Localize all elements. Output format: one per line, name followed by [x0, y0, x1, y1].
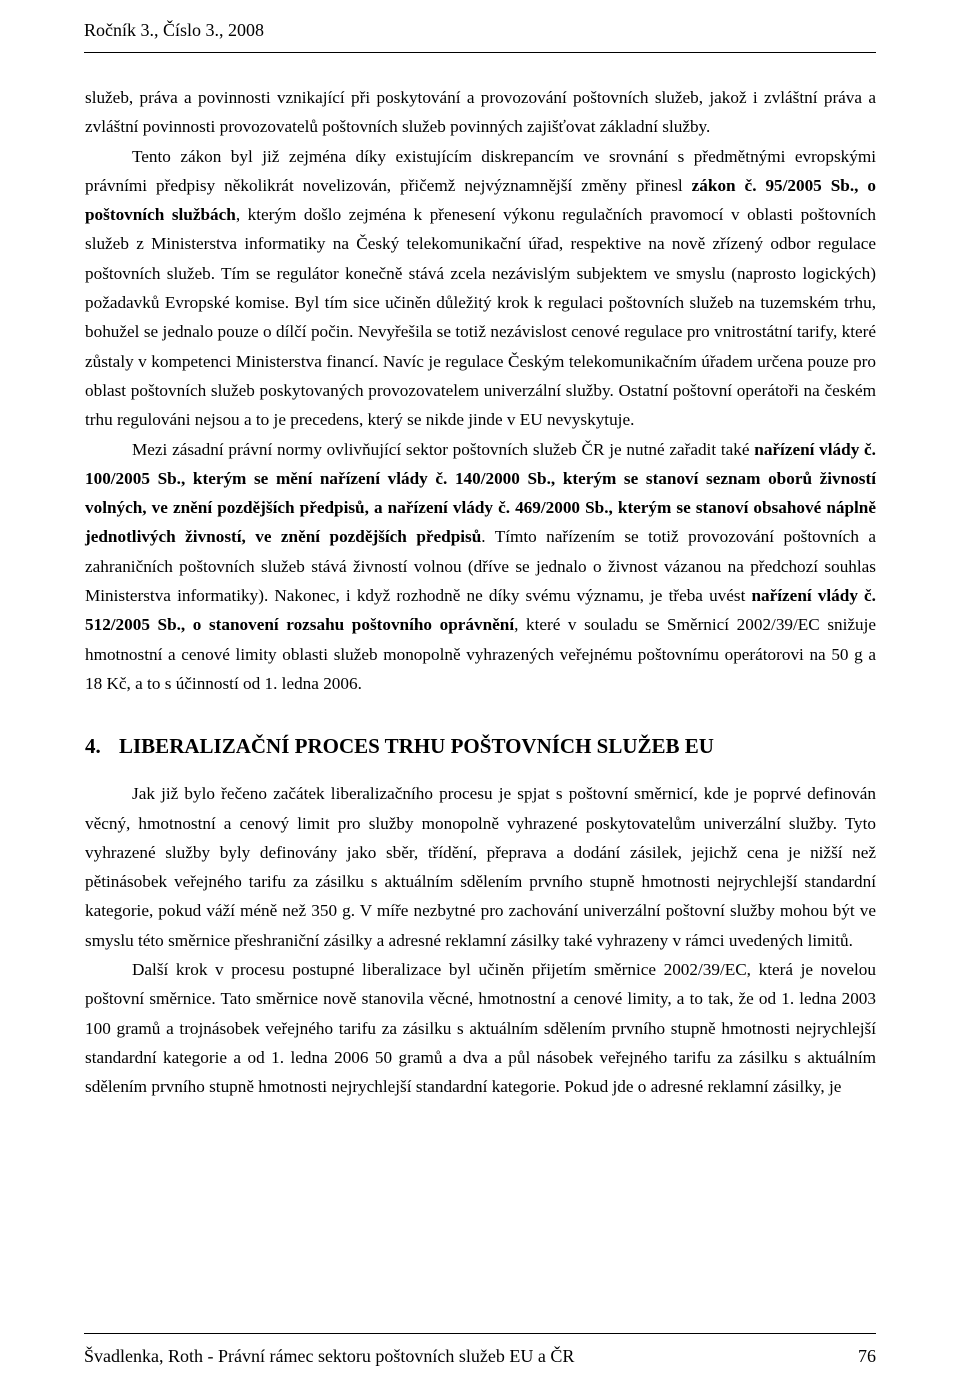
header-divider [84, 52, 876, 53]
paragraph-4: Jak již bylo řečeno začátek liberalizačního procesu je spjat s poštovní směrnicí, kde je poprvé definován věcný, hmotnostní a cenový limit pro služby monopolně vyhrazené poskytovatelům univerzální služby. Tyto vyhrazené služby byly definovány jako sběr, třídění, přeprava a dodání zásilek, jejichž cena je nižší než pětinásobek veřejného tarifu za zásilku s aktuálním sdělením prvního stupně hmotnosti nejrychlejší standardní kategorie, pokud váží méně než 350 g. V míře nezbytné pro zachování univerzální poštovní služby mohou být ve smyslu této směrnice přeshraniční zásilky a adresné reklamní zásilky také vyhrazeny v rámci uvedených limitů. [85, 784, 876, 950]
law-reference-100-2005: nařízení vlády č. 100/2005 Sb., kterým se mění nařízení vlády č. 140/2000 Sb., kterým se stanoví seznam oborů živností volných, ve znění pozdějších předpisů, a nařízení vlády č. 469/2000 Sb., kterým se stanoví obsahové náplně jednotlivých živností, ve znění pozdějších předpisů [85, 439, 876, 547]
law-reference-95-2005: zákon č. 95/2005 Sb., o poštovních službách [85, 175, 876, 225]
section-title: LIBERALIZAČNÍ PROCES TRHU POŠTOVNÍCH SLUŽEB EU [119, 734, 714, 759]
paragraph-3-text-1: Mezi zásadní právní normy ovlivňující sektor poštovních služeb ČR je nutné zařadit také [132, 439, 755, 459]
law-reference-512-2005: nařízení vlády č. 512/2005 Sb., o stanovení rozsahu poštovního oprávnění [85, 586, 876, 635]
paragraph-3-text-2: . Tímto nařízením se totiž provozování poštovních a zahraničních poštovních služeb stává živností volnou (dříve se jednalo o živnost vázanou na předchozí souhlas Ministerstva informatiky). Nakonec, i když rozhodně ne díky svému významu, je třeba uvést [85, 527, 876, 606]
footer-divider [84, 1333, 876, 1334]
page-number: 76 [858, 1346, 876, 1366]
section-number: 4. [85, 734, 101, 759]
paragraph-1: služeb, práva a povinnosti vznikající při poskytování a provozování poštovních služeb, jakož i zvláštní práva a zvláštní povinnosti provozovatelů poštovních služeb povinných zajišťovat základní služby. [85, 88, 876, 137]
paragraph-5: Další krok v procesu postupné liberalizace byl učiněn přijetím směrnice 2002/39/EC, která je novelou poštovní směrnice. Tato směrnice nově stanovila věcné, hmotnostní a cenové limity, a to tak, že od 1. ledna 2003 100 gramů a trojnásobek veřejného tarifu za zásilku s aktuálním sdělením prvního stupně hmotnosti nejrychlejší standardní kategorie a od 1. ledna 2006 50 gramů a dva a půl násobek veřejného tarifu za zásilku s aktuálním sdělením prvního stupně hmotnosti nejrychlejší standardní kategorie. Pokud jde o adresné reklamní zásilky, je [85, 960, 876, 1097]
paragraph-3-text-3: , které v souladu se Směrnicí 2002/39/EC snižuje hmotnostní a cenové limity oblasti služeb monopolně vyhrazených veřejnému poštovnímu operátorovi na 50 g a 18 Kč, a to s účinností od 1. ledna 2006. [85, 615, 877, 693]
paragraph-3 [85, 435, 876, 699]
running-footer [84, 1346, 876, 1367]
footer-authors-title: Švadlenka, Roth - Právní rámec sektoru poštovních služeb EU a ČR [84, 1346, 575, 1366]
running-title: Ročník 3., Číslo 3., 2008 [84, 20, 265, 40]
paragraph-2-text-1: Tento zákon byl již zejména díky existujícím diskrepancím ve srovnání s předmětnými evropskými právními předpisy několikrát novelizován, přičemž nejvýznamnější změny přinesl [85, 146, 876, 195]
page-body [85, 83, 876, 1102]
paragraph-2 [85, 142, 876, 435]
paragraph-2-text-2: , kterým došlo zejména k přenesení výkonu regulačních pravomocí v oblasti poštovních služeb z Ministerstva informatiky na Český telekomunikační úřad, respektive na nově zřízený odbor regulace poštovních služeb. Tím se regulátor konečně stává zcela nezávislým subjektem ve smyslu (naprosto logických) požadavků Evropské komise. Byl tím sice učiněn důležitý krok k regulaci poštovních služeb na tuzemském trhu, bohužel se jednalo pouze o dílčí počin. Nevyřešila se totiž nezávislost cenové regulace pro vnitrostátní tarify, které zůstaly v kompetenci Ministerstva financí. Navíc je regulace Českým telekomunikačním úřadem určena pouze pro oblast poštovních služeb poskytovaných provozovatelem univerzální služby. Ostatní poštovní operátoři na českém trhu regulováni nejsou a to je precedens, který se nikde jinde v EU nevyskytuje. [85, 205, 876, 430]
section-heading [85, 732, 876, 760]
